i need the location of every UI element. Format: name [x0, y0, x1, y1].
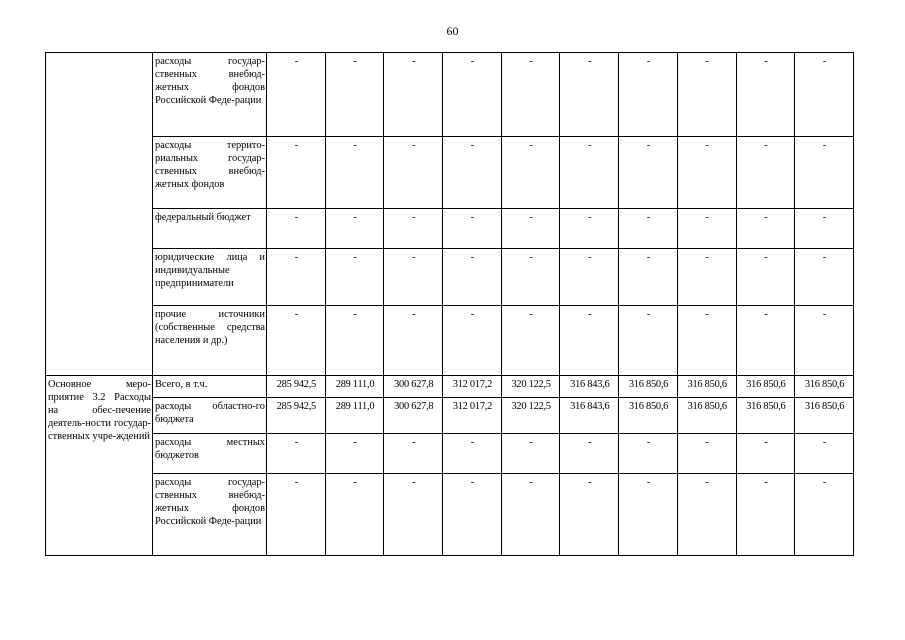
table-row	[46, 53, 854, 137]
value-cell: -	[677, 137, 736, 209]
budget-table	[45, 52, 854, 556]
value-cell: -	[560, 306, 619, 376]
value-cell: -	[267, 209, 326, 249]
value-cell: -	[677, 53, 736, 137]
value-cell: 320 122,5	[501, 376, 560, 398]
value-cell: -	[384, 53, 443, 137]
value-cell: -	[443, 249, 502, 306]
value-cell: 316 850,6	[619, 398, 678, 434]
value-cell: -	[677, 209, 736, 249]
value-cell: -	[560, 474, 619, 556]
value-cell: -	[325, 306, 384, 376]
value-cell: -	[267, 249, 326, 306]
value-cell: -	[560, 137, 619, 209]
value-cell: 316 850,6	[736, 398, 795, 434]
table-row	[46, 398, 854, 434]
value-cell: -	[501, 209, 560, 249]
value-cell: -	[619, 306, 678, 376]
value-cell: 312 017,2	[443, 376, 502, 398]
funding-source-cell: юридические лица и индивидуальные предприниматели	[153, 249, 267, 306]
value-cell: -	[677, 306, 736, 376]
value-cell: -	[736, 209, 795, 249]
value-cell: -	[619, 137, 678, 209]
funding-source-cell: прочие источники (собственные средства населения и др.)	[153, 306, 267, 376]
value-cell: -	[619, 474, 678, 556]
value-cell: 316 850,6	[677, 376, 736, 398]
value-cell: -	[384, 209, 443, 249]
value-cell: 285 942,5	[267, 376, 326, 398]
value-cell: -	[267, 137, 326, 209]
value-cell: 316 850,6	[795, 398, 854, 434]
value-cell: -	[267, 434, 326, 474]
table-row	[46, 474, 854, 556]
value-cell: -	[325, 434, 384, 474]
value-cell: -	[384, 474, 443, 556]
value-cell: 285 942,5	[267, 398, 326, 434]
table-row	[46, 434, 854, 474]
value-cell: 300 627,8	[384, 376, 443, 398]
funding-source-cell: расходы местных бюджетов	[153, 434, 267, 474]
funding-source-cell: расходы террито-риальных государ-ственных внебюд-жетных фондов	[153, 137, 267, 209]
value-cell: -	[736, 474, 795, 556]
value-cell: -	[795, 53, 854, 137]
value-cell: 316 850,6	[619, 376, 678, 398]
event-cell-empty	[46, 53, 153, 376]
value-cell: -	[443, 137, 502, 209]
value-cell: -	[795, 434, 854, 474]
funding-source-cell: расходы государ-ственных внебюд-жетных фондов Российской Феде-рации	[153, 53, 267, 137]
funding-source-cell: Всего, в т.ч.	[153, 376, 267, 398]
table-row	[46, 306, 854, 376]
value-cell: -	[795, 306, 854, 376]
value-cell: -	[736, 249, 795, 306]
value-cell: -	[795, 249, 854, 306]
value-cell: -	[443, 306, 502, 376]
value-cell: -	[795, 209, 854, 249]
value-cell: -	[677, 249, 736, 306]
value-cell: 316 850,6	[795, 376, 854, 398]
value-cell: -	[619, 434, 678, 474]
value-cell: -	[501, 474, 560, 556]
value-cell: -	[443, 209, 502, 249]
table-row	[46, 209, 854, 249]
value-cell: -	[677, 434, 736, 474]
value-cell: -	[560, 53, 619, 137]
value-cell: -	[619, 249, 678, 306]
value-cell: -	[501, 306, 560, 376]
value-cell: -	[795, 474, 854, 556]
value-cell: -	[560, 434, 619, 474]
value-cell: 316 843,6	[560, 376, 619, 398]
value-cell: -	[443, 474, 502, 556]
value-cell: -	[501, 137, 560, 209]
value-cell: -	[619, 53, 678, 137]
value-cell: 289 111,0	[325, 398, 384, 434]
value-cell: 316 850,6	[736, 376, 795, 398]
table-row	[46, 137, 854, 209]
value-cell: -	[325, 474, 384, 556]
value-cell: -	[736, 306, 795, 376]
value-cell: -	[443, 434, 502, 474]
value-cell: -	[267, 474, 326, 556]
table-row	[46, 249, 854, 306]
table-row	[46, 376, 854, 398]
page-number: 60	[446, 24, 459, 38]
value-cell: -	[325, 137, 384, 209]
value-cell: -	[736, 434, 795, 474]
event-cell: Основное меро-приятие 3.2 Расходы на обес-печение деятель-ности государ-ственных учре-ждений	[46, 376, 153, 556]
value-cell: -	[677, 474, 736, 556]
value-cell: -	[736, 137, 795, 209]
value-cell: 316 850,6	[677, 398, 736, 434]
value-cell: -	[443, 53, 502, 137]
funding-source-cell: расходы государ-ственных внебюд-жетных фондов Российской Феде-рации	[153, 474, 267, 556]
value-cell: -	[384, 137, 443, 209]
funding-source-cell: расходы областно-го бюджета	[153, 398, 267, 434]
value-cell: 300 627,8	[384, 398, 443, 434]
value-cell: -	[619, 209, 678, 249]
value-cell: -	[384, 249, 443, 306]
value-cell: -	[795, 137, 854, 209]
value-cell: 289 111,0	[325, 376, 384, 398]
value-cell: -	[560, 249, 619, 306]
value-cell: -	[384, 434, 443, 474]
value-cell: -	[736, 53, 795, 137]
table-body	[46, 53, 854, 556]
value-cell: 320 122,5	[501, 398, 560, 434]
value-cell: -	[501, 53, 560, 137]
value-cell: -	[267, 306, 326, 376]
value-cell: 312 017,2	[443, 398, 502, 434]
value-cell: -	[325, 249, 384, 306]
value-cell: -	[501, 249, 560, 306]
value-cell: -	[325, 53, 384, 137]
funding-source-cell: федеральный бюджет	[153, 209, 267, 249]
value-cell: -	[384, 306, 443, 376]
value-cell: -	[501, 434, 560, 474]
value-cell: -	[267, 53, 326, 137]
value-cell: 316 843,6	[560, 398, 619, 434]
value-cell: -	[560, 209, 619, 249]
value-cell: -	[325, 209, 384, 249]
